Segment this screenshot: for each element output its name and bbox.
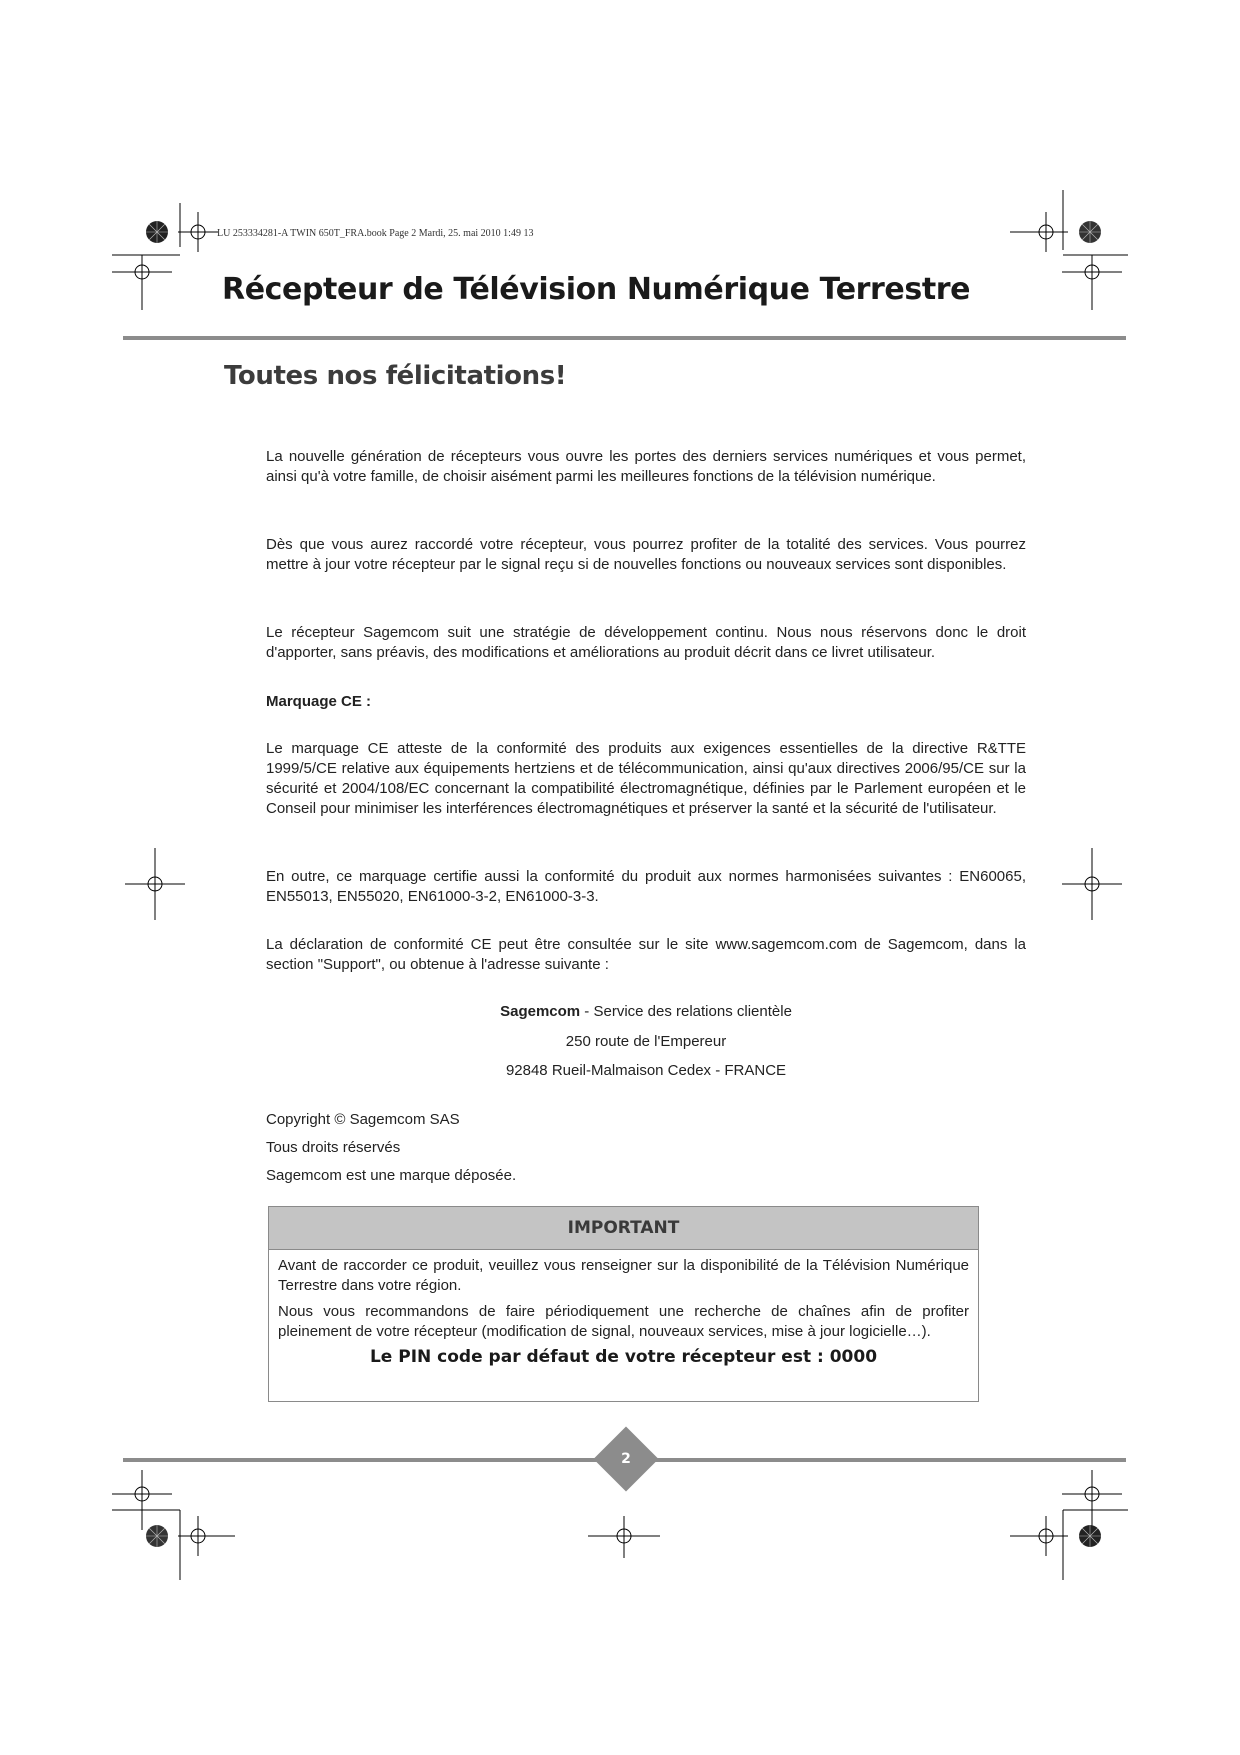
paragraph-ce-standards: En outre, ce marquage certifie aussi la conformité du produit aux normes harmonisées suivantes : EN60065, EN55013, EN55020, EN61000-3-2, EN61000-3-3. (266, 868, 1026, 905)
default-pin-notice: Le PIN code par défaut de votre récepteur est : 0000 (369, 1347, 878, 1367)
important-text-channel-search: Nous vous recommandons de faire périodiquement une recherche de chaînes afin de profiter pleinement de votre récepteur (modification de signal, nouveaux services, mise à jour logicielle…). (278, 1303, 969, 1340)
paragraph-development: Le récepteur Sagemcom suit une stratégie de développement continu. Nous nous réservons donc le droit d'apporter, sans préavis, des modifications et améliorations au produit décrit dans ce livret utilisateur. (266, 624, 1026, 661)
paragraph-services: Dès que vous aurez raccordé votre récepteur, vous pourrez profiter de la totalité des services. Vous pourrez mettre à jour votre récepteur par le signal reçu si de nouvelles fonctions ou nouveaux services sont disponibles. (266, 536, 1026, 573)
important-heading: IMPORTANT (269, 1207, 978, 1250)
book-slug-line: LU 253334281-A TWIN 650T_FRA.book Page 2 Mardi, 25. mai 2010 1:49 13 (217, 228, 534, 239)
important-notice-box (268, 1206, 979, 1402)
ce-marking-label: Marquage CE : (266, 693, 372, 710)
paragraph-ce-directive: Le marquage CE atteste de la conformité des produits aux exigences essentielles de la directive R&TTE 1999/5/CE relative aux équipements hertziens et de télécommunication, ainsi qu'aux directives 2006/95/CE sur la sécurité et 2004/108/EC concernant la compatibilité électromagnétique, définies par le Parlement européen et le Conseil pour minimiser les interférences électromagnétiques et préserver la santé et la sécurité de l'utilisateur. (266, 740, 1026, 817)
address-street: 250 route de l'Empereur (565, 1033, 727, 1050)
company-name: Sagemcom (500, 1003, 581, 1020)
header-rule (123, 336, 1126, 340)
important-text-availability: Avant de raccorder ce produit, veuillez vous renseigner sur la disponibilité de la Télévision Numérique Terrestre dans votre région. (278, 1257, 969, 1294)
page-number: 2 (621, 1451, 631, 1467)
paragraph-ce-declaration: La déclaration de conformité CE peut être consultée sur le site www.sagemcom.com de Sagemcom, dans la section "Support", ou obtenue à l'adresse suivante : (266, 936, 1026, 973)
copyright-line: Copyright © Sagemcom SAS (266, 1111, 460, 1128)
rights-reserved-line: Tous droits réservés (266, 1139, 401, 1156)
address-company-line (266, 1002, 1026, 1022)
company-service: - Service des relations clientèle (580, 1003, 792, 1020)
address-city: 92848 Rueil-Malmaison Cedex - FRANCE (505, 1062, 787, 1079)
page-title: Récepteur de Télévision Numérique Terrestre (222, 272, 971, 307)
trademark-line: Sagemcom est une marque déposée. (266, 1167, 517, 1184)
section-title: Toutes nos félicitations! (224, 361, 567, 391)
paragraph-intro: La nouvelle génération de récepteurs vous ouvre les portes des derniers services numériques et vous permet, ainsi qu'à votre famille, de choisir aisément parmi les meilleures fonctions de la télévision numérique. (266, 448, 1026, 485)
